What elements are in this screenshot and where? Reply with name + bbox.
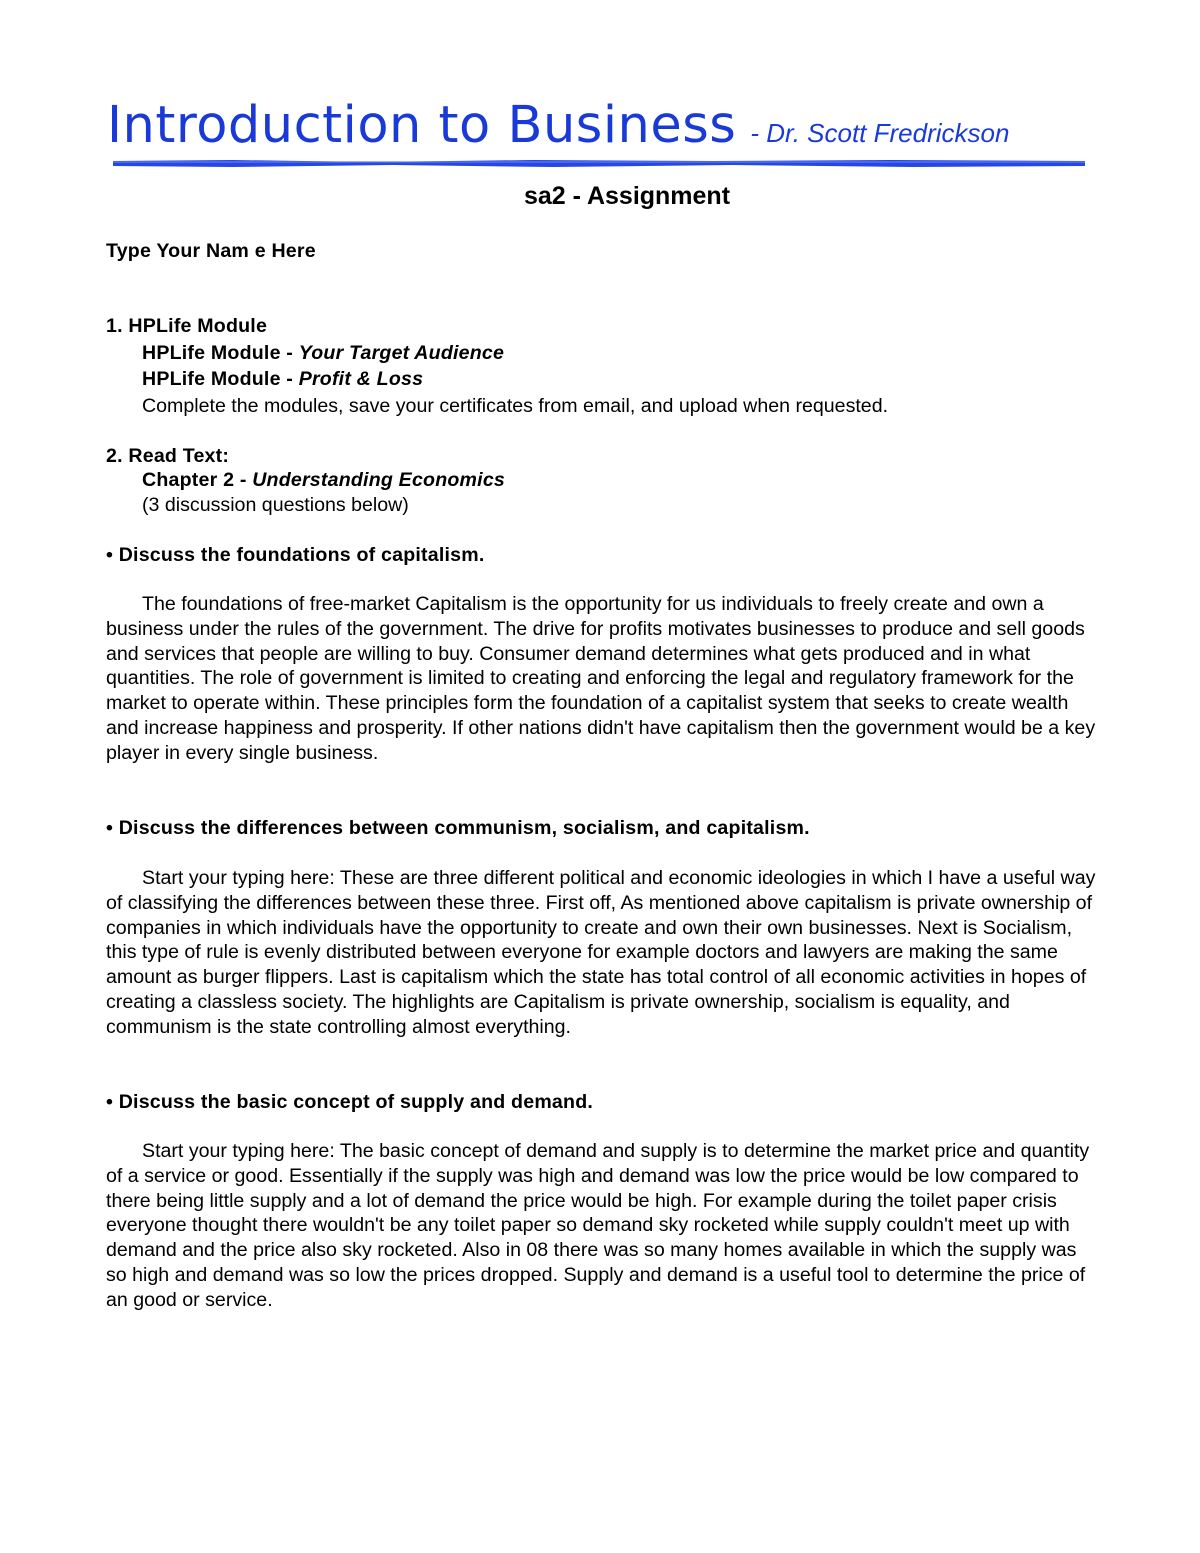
question-prompt: • Discuss the differences between communism, socialism, and capitalism.	[106, 817, 810, 839]
chapter-prefix: Chapter 2 -	[142, 469, 253, 491]
discussion-note: (3 discussion questions below)	[142, 494, 409, 516]
assignment-title: sa2 - Assignment	[523, 182, 731, 210]
module2-name: Profit & Loss	[298, 368, 424, 390]
module1-name: Your Target Audience	[298, 342, 505, 364]
answer-paragraph: Start your typing here: The basic concept of demand and supply is to determine the market price and quantity of a service or good. Essentially if the supply was high and demand was low the price would be low compared to there being little supply and a lot of demand the price would be high. For example during the toilet paper crisis everyone thought there wouldn't be any toilet paper so demand sky rocketed while supply couldn't meet up with demand and the price also sky rocketed. Also in 08 there was so many homes available in which the supply was so high and demand was so low the prices dropped. Supply and demand is a useful tool to determine the price of an good or service.	[106, 1140, 1090, 1311]
module-instructions: Complete the modules, save your certificates from email, and upload when requested.	[142, 395, 889, 417]
module2-prefix: HPLife Module -	[142, 368, 299, 390]
hplife-module-1	[106, 341, 1137, 366]
section1-heading: 1. HPLife Module	[106, 315, 268, 337]
chapter-name: Understanding Economics	[252, 469, 506, 491]
course-author: - Dr. Scott Fredrickson	[750, 118, 1010, 148]
student-name-placeholder: Type Your Nam e Here	[106, 240, 316, 262]
hplife-module-2	[106, 367, 1137, 392]
section2-heading: 2. Read Text:	[106, 445, 230, 467]
header-underline-rule	[113, 157, 1085, 169]
module1-prefix: HPLife Module -	[142, 342, 299, 364]
chapter-reference	[106, 468, 1137, 493]
question-prompt: • Discuss the foundations of capitalism.	[106, 544, 485, 566]
document-header	[107, 96, 1097, 156]
course-title: Introduction to Business	[107, 96, 737, 155]
question-prompt: • Discuss the basic concept of supply and demand.	[106, 1091, 594, 1113]
answer-paragraph: The foundations of free-market Capitalism is the opportunity for us individuals to freely create and own a business under the rules of the government. The drive for profits motivates businesses to produce and sell goods and services that people are willing to buy. Consumer demand determines what gets produced and in what quantities. The role of government is limited to creating and enforcing the legal and regulatory framework for the market to operate within. These principles form the foundation of a capitalist system that seeks to create wealth and increase happiness and prosperity. If other nations didn't have capitalism then the government would be a key player in every single business.	[106, 593, 1096, 764]
answer-paragraph: Start your typing here: These are three different political and economic ideologies in which I have a useful way of classifying the differences between these three. First off, As mentioned above capitalism is private ownership of companies in which individuals have the opportunity to create and own their own businesses. Next is Socialism, this type of rule is evenly distributed between everyone for example doctors and lawyers are making the same amount as burger flippers. Last is capitalism which the state has total control of all economic activities in hopes of creating a classless society. The highlights are Capitalism is private ownership, socialism is equality, and communism is the state controlling almost everything.	[106, 867, 1096, 1038]
